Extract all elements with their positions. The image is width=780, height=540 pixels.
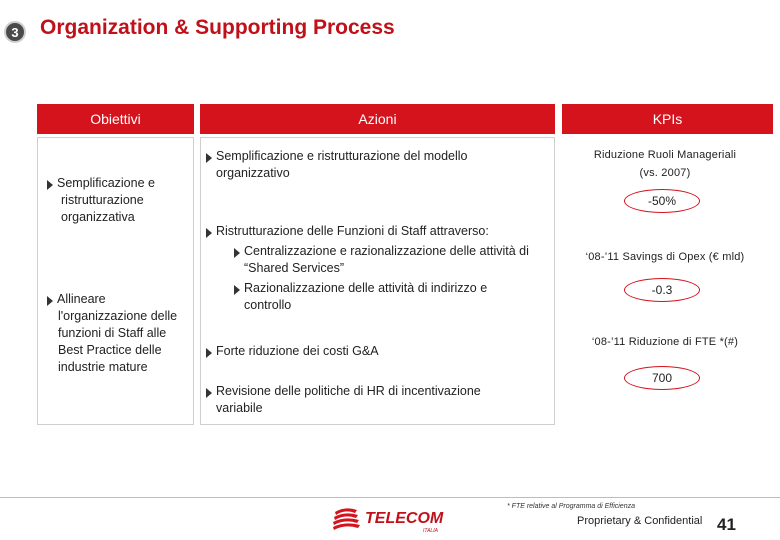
kpi-label: ‘08-’11 Savings di Opex (€ mld) [585,251,745,263]
telecom-italia-logo [333,504,453,534]
footnote: * FTE relative al Programma di Efficienza [507,503,635,510]
kpi-value-oval: 700 [624,366,700,390]
azione-item: Semplificazione e ristrutturazione del modello organizzativo [216,149,468,180]
azione-item: Forte riduzione dei costi G&A [216,344,379,358]
bullet-arrow-icon [206,348,212,358]
step-number-badge: 3 [4,21,26,43]
column-header-kpis: KPIs [562,104,773,134]
footer-divider [0,497,780,498]
azione-subitem: Razionalizzazione delle attività di indirizzo e controllo [244,281,488,312]
page-number: 41 [717,515,736,534]
bullet-arrow-icon [206,228,212,238]
azione-item: Revisione delle politiche di HR di incentivazione variabile [216,384,481,415]
column-header-obiettivi: Obiettivi [37,104,194,134]
azione-item: Ristrutturazione delle Funzioni di Staff attraverso: [216,224,489,238]
azione-subitem: Centralizzazione e razionalizzazione delle attività di “Shared Services” [244,244,529,275]
page-title: Organization & Supporting Process [40,16,395,39]
bullet-arrow-icon [206,153,212,163]
obiettivo-item: Allineare l'organizzazione delle funzioni di Staff alle Best Practice delle industrie mature [57,292,178,374]
bullet-arrow-icon [47,180,53,190]
logo-subtext: ITALIA [423,528,438,534]
bullet-arrow-icon [234,285,240,295]
obiettivo-item: Semplificazione e ristrutturazione organizzativa [57,176,155,224]
kpi-value-oval: -50% [624,189,700,213]
bullet-arrow-icon [47,296,53,306]
kpi-label: ‘08-’11 Riduzione di FTE *(#) [591,336,739,348]
kpi-value-oval: -0.3 [624,278,700,302]
bullet-arrow-icon [234,248,240,258]
bullet-arrow-icon [206,388,212,398]
logo-wave-icon [333,508,360,530]
logo-text: TELECOM [365,510,444,527]
kpi-sublabel: (vs. 2007) [639,167,691,179]
column-header-azioni: Azioni [200,104,555,134]
confidential-label: Proprietary & Confidential [577,515,703,527]
kpi-label: Riduzione Ruoli Manageriali [593,149,737,161]
